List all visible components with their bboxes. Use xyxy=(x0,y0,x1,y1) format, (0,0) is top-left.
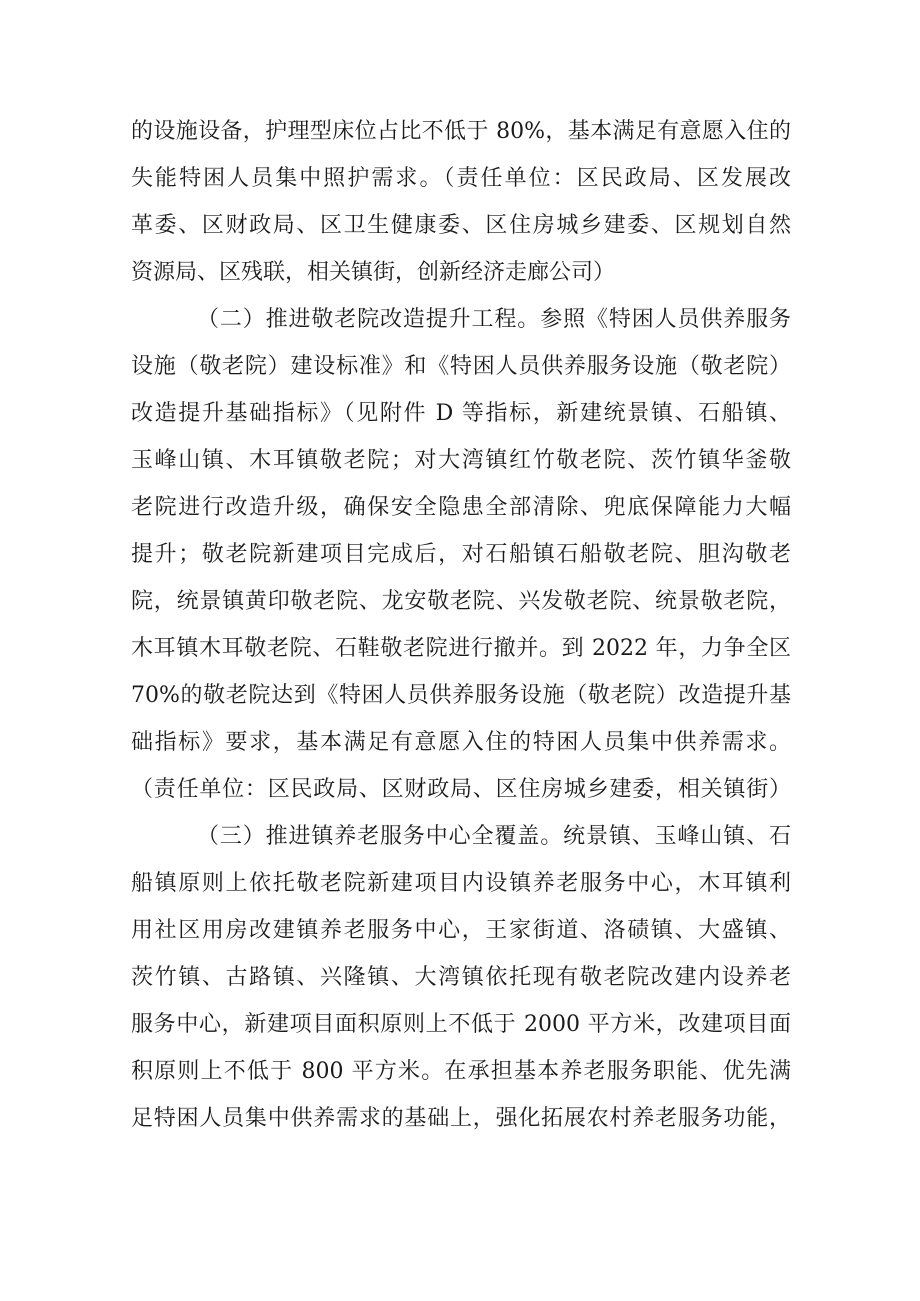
text-line: 木耳镇木耳敬老院、石鞋敬老院进行撤并。到 2022 年，力争全区 xyxy=(131,636,791,661)
text-line: 玉峰山镇、木耳镇敬老院；对大湾镇红竹敬老院、茨竹镇华釜敬 xyxy=(131,448,791,473)
text-line: 船镇原则上依托敬老院新建项目内设镇养老服务中心，木耳镇利 xyxy=(131,871,791,896)
text-line: 资源局、区残联，相关镇街，创新经济走廊公司） xyxy=(131,260,616,285)
text-line: （责任单位：区民政局、区财政局、区住房城乡建委，相关镇街） xyxy=(131,777,791,802)
text-line: 院，统景镇黄印敬老院、龙安敬老院、兴发敬老院、统景敬老院， xyxy=(131,589,791,614)
document-body xyxy=(131,108,791,1142)
paragraph-heading-line: （二）推进敬老院改造提升工程。参照《特困人员供养服务 xyxy=(197,307,791,332)
paragraph-heading-line: （三）推进镇养老服务中心全覆盖。统景镇、玉峰山镇、石 xyxy=(197,824,791,849)
text-line: 茨竹镇、古路镇、兴隆镇、大湾镇依托现有敬老院改建内设养老 xyxy=(131,965,791,990)
text-line: 失能特困人员集中照护需求。（责任单位：区民政局、区发展改 xyxy=(131,166,791,191)
text-line: 改造提升基础指标》（见附件 D 等指标，新建统景镇、石船镇、 xyxy=(131,401,791,426)
text-line: 积原则上不低于 800 平方米。在承担基本养老服务职能、优先满 xyxy=(131,1059,791,1084)
text-line: 老院进行改造升级，确保安全隐患全部清除、兜底保障能力大幅 xyxy=(131,495,791,520)
text-line: 革委、区财政局、区卫生健康委、区住房城乡建委、区规划自然 xyxy=(131,213,791,238)
text-line: 础指标》要求，基本满足有意愿入住的特困人员集中供养需求。 xyxy=(131,730,791,755)
text-line: 70%的敬老院达到《特困人员供养服务设施（敬老院）改造提升基 xyxy=(131,683,791,708)
text-line: 设施（敬老院）建设标准》和《特困人员供养服务设施（敬老院） xyxy=(131,354,791,379)
text-line: 足特困人员集中供养需求的基础上，强化拓展农村养老服务功能， xyxy=(131,1106,791,1131)
text-line: 的设施设备，护理型床位占比不低于 80%，基本满足有意愿入住的 xyxy=(131,119,791,144)
text-line: 提升；敬老院新建项目完成后，对石船镇石船敬老院、胆沟敬老 xyxy=(131,542,791,567)
text-line: 用社区用房改建镇养老服务中心，王家街道、洛碛镇、大盛镇、 xyxy=(131,918,791,943)
text-line: 服务中心，新建项目面积原则上不低于 2000 平方米，改建项目面 xyxy=(131,1012,791,1037)
